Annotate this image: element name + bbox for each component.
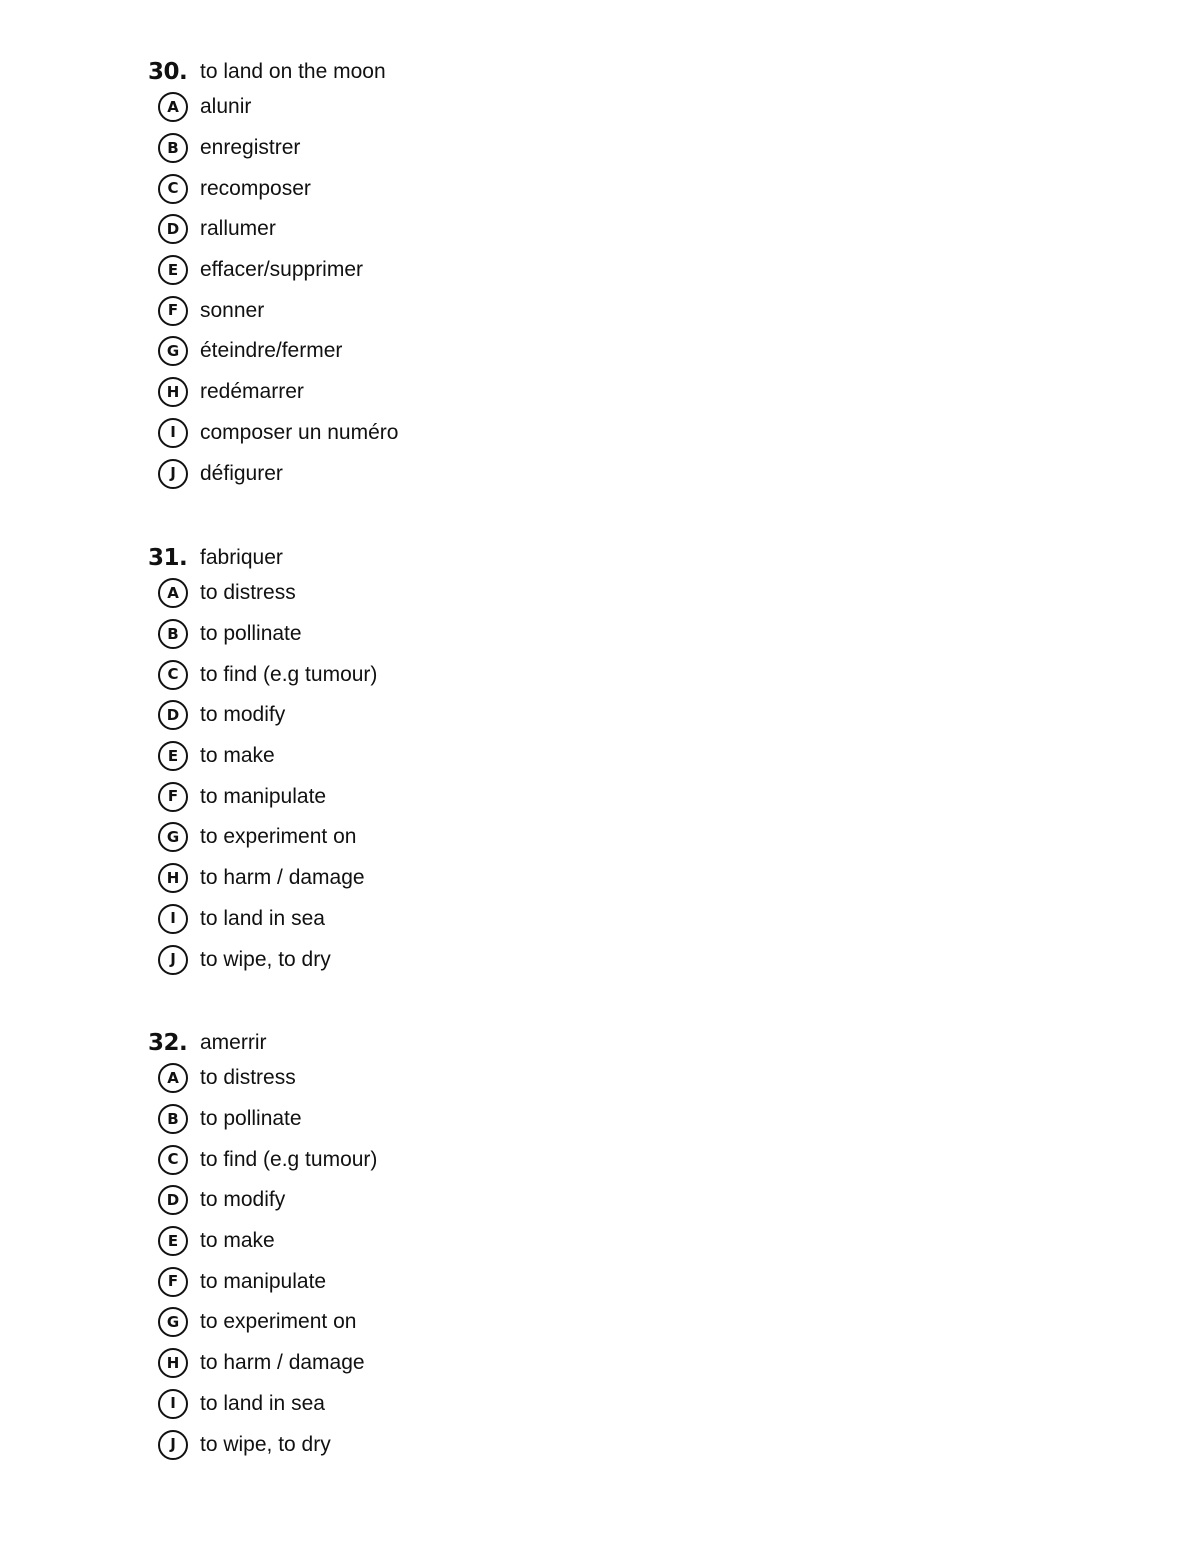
option-text: to distress	[200, 1066, 296, 1090]
question-prompt: amerrir	[200, 1031, 267, 1054]
option-g[interactable]	[148, 1302, 748, 1343]
option-h[interactable]	[148, 858, 748, 899]
option-text: effacer/supprimer	[200, 258, 364, 282]
answer-bubble[interactable]: I	[158, 1389, 188, 1419]
option-text: to land in sea	[200, 1391, 325, 1415]
option-c[interactable]	[148, 168, 748, 209]
option-text: éteindre/fermer	[200, 339, 343, 363]
option-text: redémarrer	[200, 380, 304, 404]
option-a[interactable]	[148, 1058, 748, 1099]
answer-bubble[interactable]: F	[158, 782, 188, 812]
option-e[interactable]	[148, 736, 748, 777]
option-text: recomposer	[200, 176, 311, 200]
option-g[interactable]	[148, 817, 748, 858]
option-g[interactable]	[148, 331, 748, 372]
answer-bubble[interactable]: B	[158, 1104, 188, 1134]
option-d[interactable]	[148, 1180, 748, 1221]
option-text: to make	[200, 744, 275, 768]
question-header	[148, 57, 748, 87]
option-text: to pollinate	[200, 1107, 302, 1131]
option-a[interactable]	[148, 573, 748, 614]
option-h[interactable]	[148, 1343, 748, 1384]
answer-bubble[interactable]: F	[158, 1267, 188, 1297]
option-text: to make	[200, 1229, 275, 1253]
answer-bubble[interactable]: D	[158, 700, 188, 730]
option-j[interactable]	[148, 453, 748, 494]
option-text: enregistrer	[200, 136, 301, 160]
answer-bubble[interactable]: E	[158, 741, 188, 771]
option-j[interactable]	[148, 1424, 748, 1465]
answer-bubble[interactable]: C	[158, 660, 188, 690]
answer-bubble[interactable]: I	[158, 418, 188, 448]
option-d[interactable]	[148, 209, 748, 250]
answer-bubble[interactable]: B	[158, 619, 188, 649]
answer-bubble[interactable]: J	[158, 945, 188, 975]
answer-options	[148, 87, 748, 494]
option-text: to wipe, to dry	[200, 1432, 331, 1456]
option-h[interactable]	[148, 372, 748, 413]
option-text: to modify	[200, 703, 286, 727]
option-b[interactable]	[148, 1099, 748, 1140]
question-header	[148, 543, 748, 573]
answer-bubble[interactable]: C	[158, 174, 188, 204]
option-i[interactable]	[148, 1384, 748, 1425]
option-text: to experiment on	[200, 1310, 357, 1334]
option-i[interactable]	[148, 413, 748, 454]
option-text: to land in sea	[200, 906, 325, 930]
question-number: 32.	[148, 1030, 188, 1056]
option-text: alunir	[200, 95, 252, 119]
answer-bubble[interactable]: H	[158, 377, 188, 407]
option-text: défigurer	[200, 461, 283, 485]
answer-bubble[interactable]: J	[158, 459, 188, 489]
question-31	[148, 543, 748, 980]
answer-options	[148, 1058, 748, 1465]
answer-bubble[interactable]: J	[158, 1430, 188, 1460]
option-text: sonner	[200, 298, 265, 322]
option-text: to pollinate	[200, 622, 302, 646]
answer-bubble[interactable]: B	[158, 133, 188, 163]
question-header	[148, 1028, 748, 1058]
option-i[interactable]	[148, 899, 748, 940]
answer-bubble[interactable]: H	[158, 863, 188, 893]
option-f[interactable]	[148, 776, 748, 817]
option-j[interactable]	[148, 939, 748, 980]
option-text: to manipulate	[200, 784, 327, 808]
question-number: 31.	[148, 545, 188, 571]
option-text: to find (e.g tumour)	[200, 1147, 378, 1171]
answer-bubble[interactable]: I	[158, 904, 188, 934]
option-f[interactable]	[148, 290, 748, 331]
answer-bubble[interactable]: H	[158, 1348, 188, 1378]
answer-bubble[interactable]: F	[158, 296, 188, 326]
question-prompt: fabriquer	[200, 546, 283, 569]
answer-bubble[interactable]: C	[158, 1145, 188, 1175]
option-e[interactable]	[148, 250, 748, 291]
option-text: composer un numéro	[200, 420, 399, 444]
option-c[interactable]	[148, 1139, 748, 1180]
option-text: to experiment on	[200, 825, 357, 849]
option-text: rallumer	[200, 217, 276, 241]
option-text: to distress	[200, 581, 296, 605]
answer-bubble[interactable]: E	[158, 1226, 188, 1256]
question-prompt: to land on the moon	[200, 60, 386, 83]
question-32	[148, 1028, 748, 1465]
question-number: 30.	[148, 59, 188, 85]
option-text: to modify	[200, 1188, 286, 1212]
option-f[interactable]	[148, 1261, 748, 1302]
answer-bubble[interactable]: A	[158, 1063, 188, 1093]
option-a[interactable]	[148, 87, 748, 128]
option-text: to harm / damage	[200, 866, 365, 890]
answer-options	[148, 573, 748, 980]
option-d[interactable]	[148, 695, 748, 736]
option-c[interactable]	[148, 654, 748, 695]
answer-bubble[interactable]: G	[158, 336, 188, 366]
answer-bubble[interactable]: A	[158, 92, 188, 122]
option-text: to find (e.g tumour)	[200, 662, 378, 686]
answer-bubble[interactable]: G	[158, 1307, 188, 1337]
answer-bubble[interactable]: A	[158, 578, 188, 608]
option-e[interactable]	[148, 1221, 748, 1262]
option-text: to manipulate	[200, 1269, 327, 1293]
answer-bubble[interactable]: D	[158, 214, 188, 244]
option-b[interactable]	[148, 614, 748, 655]
option-b[interactable]	[148, 128, 748, 169]
answer-bubble[interactable]: G	[158, 822, 188, 852]
option-text: to harm / damage	[200, 1351, 365, 1375]
answer-bubble[interactable]: E	[158, 255, 188, 285]
question-30	[148, 57, 748, 494]
answer-bubble[interactable]: D	[158, 1185, 188, 1215]
option-text: to wipe, to dry	[200, 947, 331, 971]
